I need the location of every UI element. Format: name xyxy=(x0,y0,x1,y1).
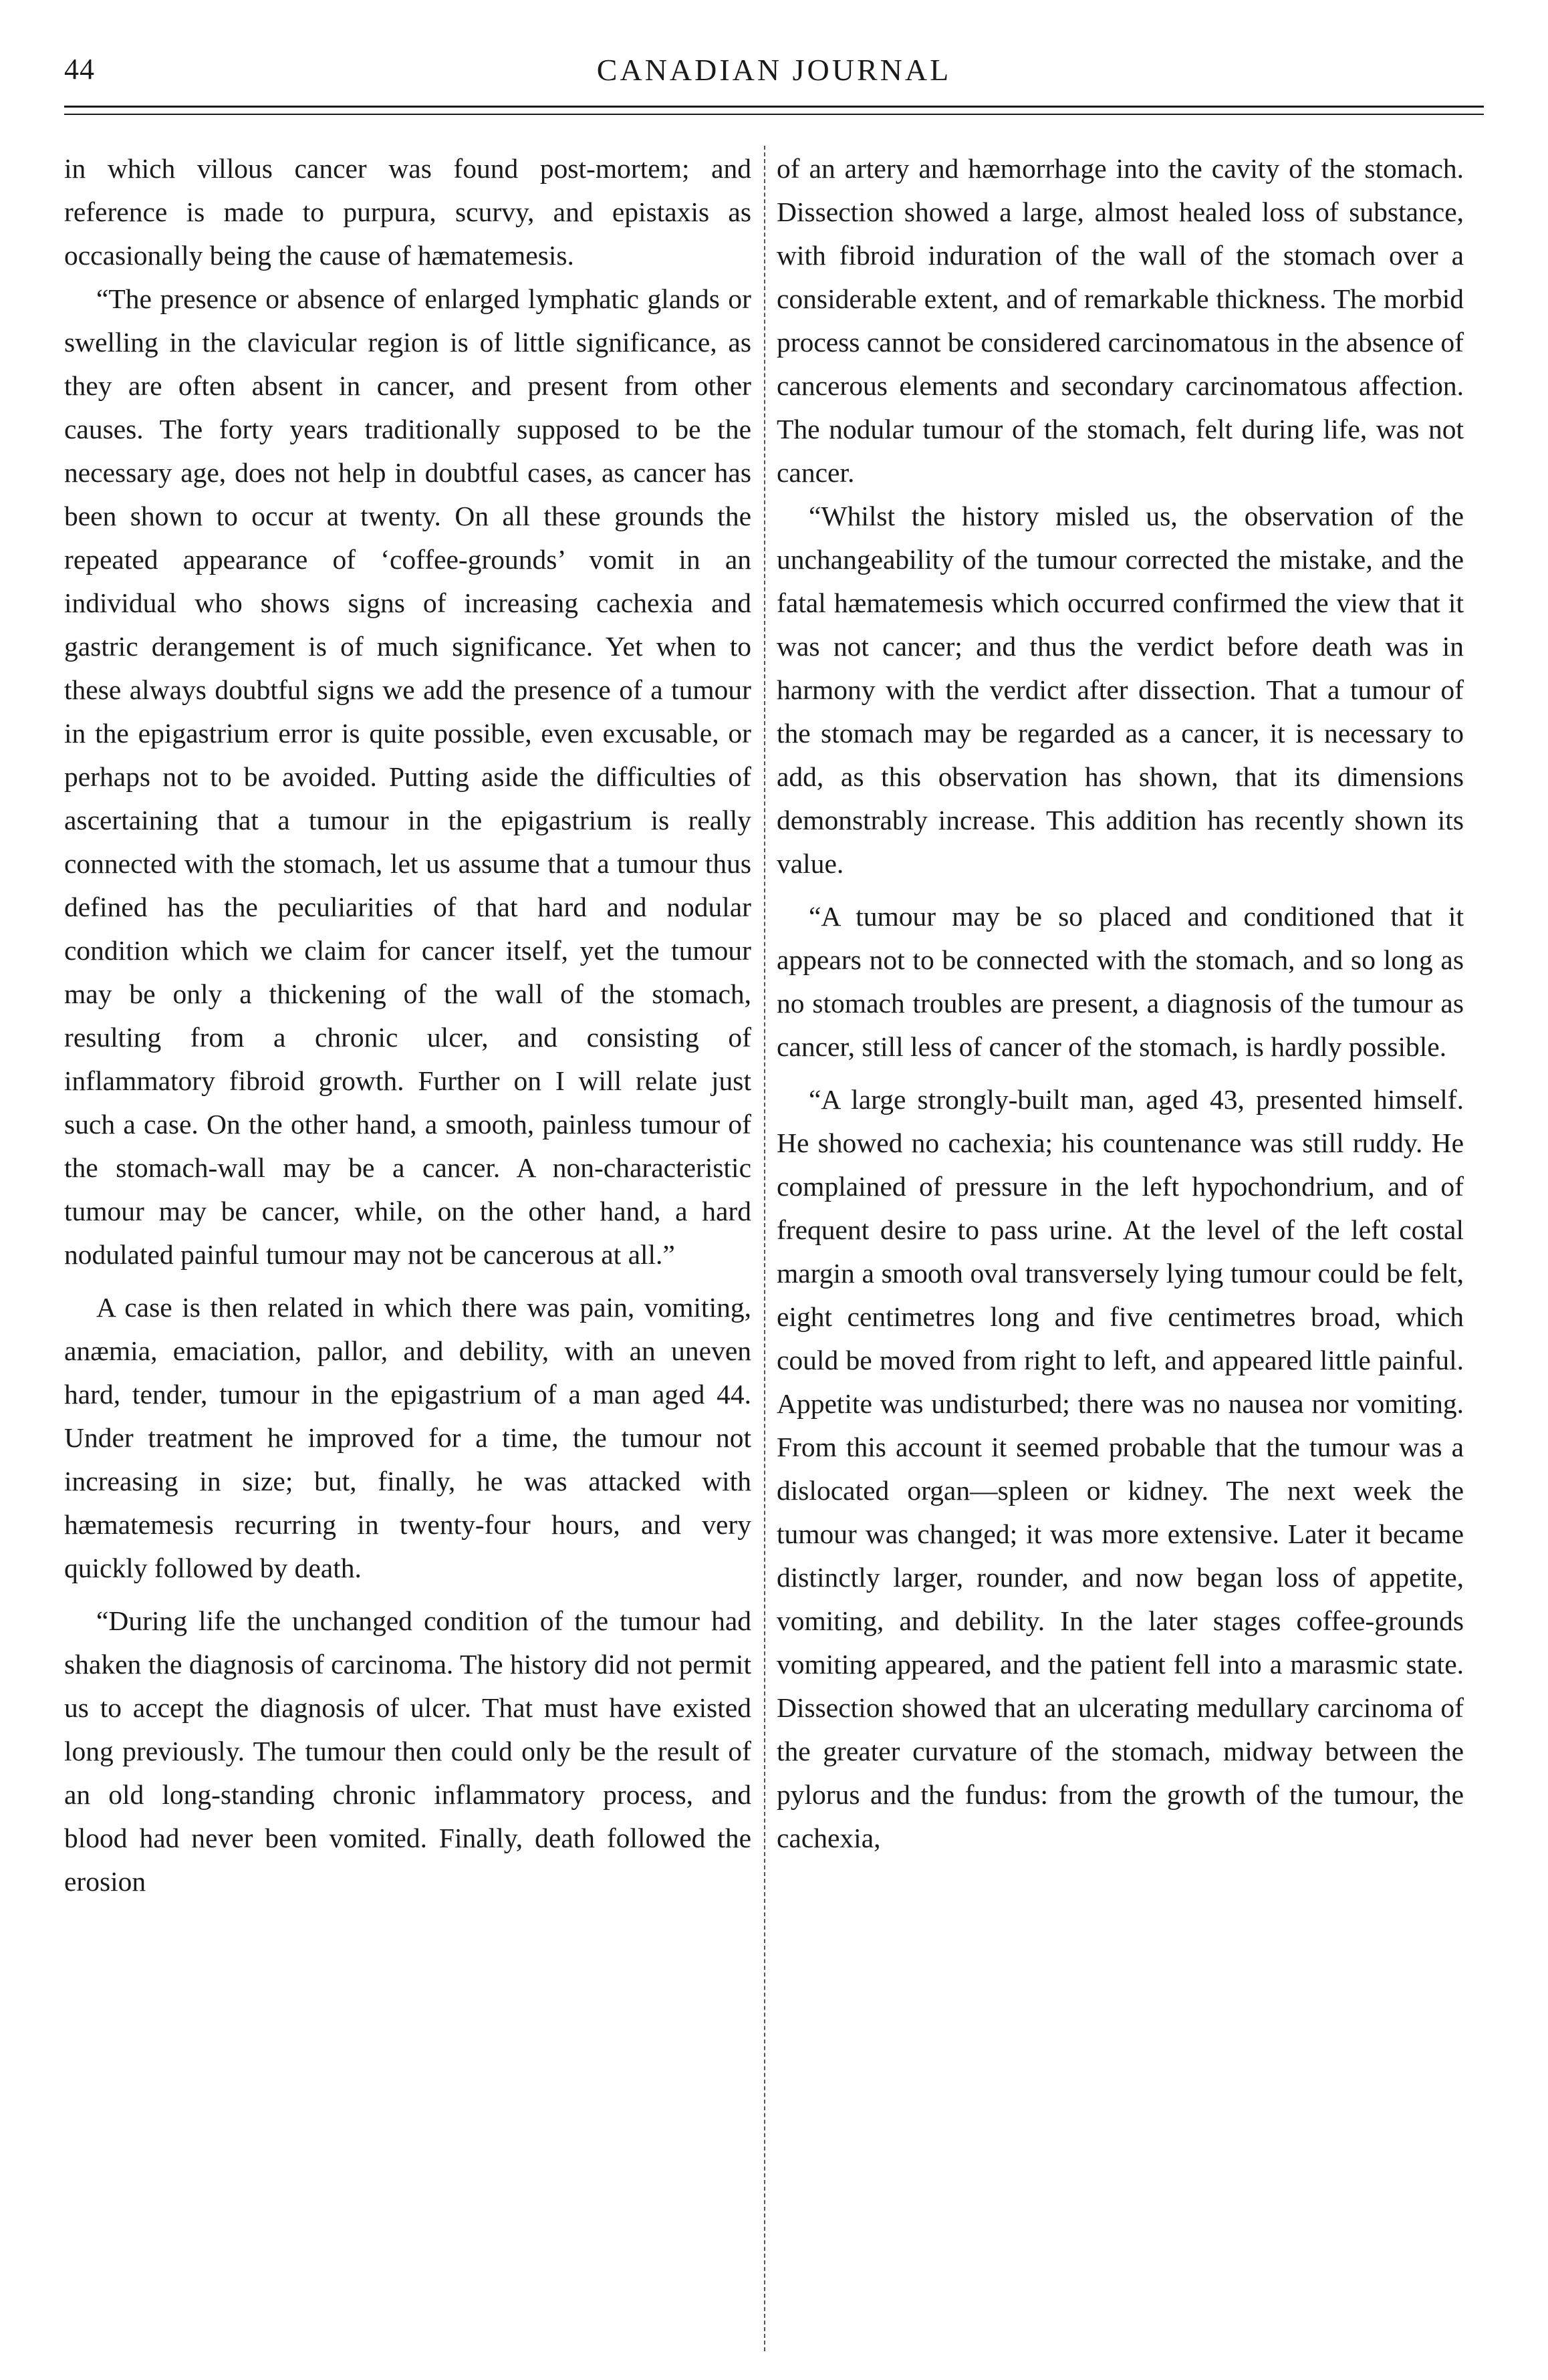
column-divider xyxy=(764,146,765,2351)
right-paragraph-4: “A large strongly-built man, aged 43, presented himself. He showed no cachexia; his countenance was still ruddy. He complained of pressure in the left hypochondrium, and of frequent desire to pass urine. At the level of the left costal margin a smooth oval transversely lying tumour could be felt, eight centimetres long and five centimetres broad, which could be moved from right to left, and appeared little painful. Appetite was undisturbed; there was no nausea nor vomiting. From this account it seemed probable that the tumour was a dislocated organ—spleen or kidney. The next week the tumour was changed; it was more extensive. Later it became distinctly larger, rounder, and now began loss of appetite, vomiting, and debility. In the later stages coffee-grounds vomiting appeared, and the patient fell into a marasmic state. Dissection showed that an ulcerating medullary carcinoma of the greater curvature of the stomach, midway between the pylorus and the fundus: from the growth of the tumour, the cachexia, xyxy=(777,1084,1464,1853)
left-paragraph-2: “The presence or absence of enlarged lymphatic glands or swelling in the clavicular region is of little significance, as they are often absent in cancer, and present from other causes. The forty years traditionally supposed to be the necessary age, does not help in doubtful cases, as cancer has been shown to occur at twenty. On all these grounds the repeated appearance of ‘coffee-grounds’ vomit in an individual who shows signs of increasing cachexia and gastric derangement is of much significance. Yet when to these always doubtful signs we add the presence of a tumour in the epigastrium error is quite possible, even excusable, or perhaps not to be avoided. Putting aside the difficulties of ascertaining that a tumour in the epigastrium is really connected with the stomach, let us assume that a tumour thus defined has the peculiarities of that hard and nodular condition which we claim for cancer itself, yet the tumour may be only a thickening of the wall of the stomach, resulting from a chronic ulcer, and consisting of inflammatory fibroid growth. Further on I will relate just such a case. On the other hand, a smooth, painless tumour of the stomach-wall may be a cancer. A non-characteristic tumour may be cancer, while, on the other hand, a hard nodulated painful tumour may not be cancerous at all.” xyxy=(64,283,751,1270)
page-number: 44 xyxy=(64,53,95,86)
left-paragraph-1: in which villous cancer was found post-mortem; and reference is made to purpura, scurvy, and epistaxis as occasionally being the cause of hæmatemesis. xyxy=(64,153,751,271)
header-rule-bottom xyxy=(64,114,1484,115)
header-rule-top xyxy=(64,106,1484,108)
right-paragraph-3: “A tumour may be so placed and conditioned that it appears not to be connected with the stomach, and so long as no stomach troubles are present, a diagnosis of the tumour as cancer, still less of cancer of the stomach, is hardly possible. xyxy=(777,901,1464,1062)
running-head-title: CANADIAN JOURNAL xyxy=(596,53,952,87)
left-paragraph-4: “During life the unchanged condition of the tumour had shaken the diagnosis of carcinoma. The history did not permit us to accept the diagnosis of ulcer. That must have existed long previously. The tumour then could only be the result of an old long-standing chronic inflammatory process, and blood had never been vomited. Finally, death followed the erosion xyxy=(64,1605,751,1897)
right-paragraph-2: “Whilst the history misled us, the observation of the unchangeability of the tumour corrected the mistake, and the fatal hæmatemesis which occurred confirmed the view that it was not cancer; and thus the verdict before death was in harmony with the verdict after dissection. That a tumour of the stomach may be regarded as a cancer, it is necessary to add, as this observation has shown, that its dimensions demonstrably increase. This addition has recently shown its value. xyxy=(777,501,1464,879)
left-column xyxy=(64,147,751,2346)
right-column xyxy=(777,147,1464,2346)
page-header xyxy=(64,52,1484,106)
right-paragraph-1: of an artery and hæmorrhage into the cavity of the stomach. Dissection showed a large, almost healed loss of substance, with fibroid induration of the wall of the stomach over a considerable extent, and of remarkable thickness. The morbid process cannot be considered carcinomatous in the absence of cancerous elements and secondary carcinomatous affection. The nodular tumour of the stomach, felt during life, was not cancer. xyxy=(777,153,1464,488)
left-paragraph-3: A case is then related in which there was pain, vomiting, anæmia, emaciation, pallor, and debility, with an uneven hard, tender, tumour in the epigastrium of a man aged 44. Under treatment he improved for a time, the tumour not increasing in size; but, finally, he was attacked with hæmatemesis recurring in twenty-four hours, and very quickly followed by death. xyxy=(64,1292,751,1583)
